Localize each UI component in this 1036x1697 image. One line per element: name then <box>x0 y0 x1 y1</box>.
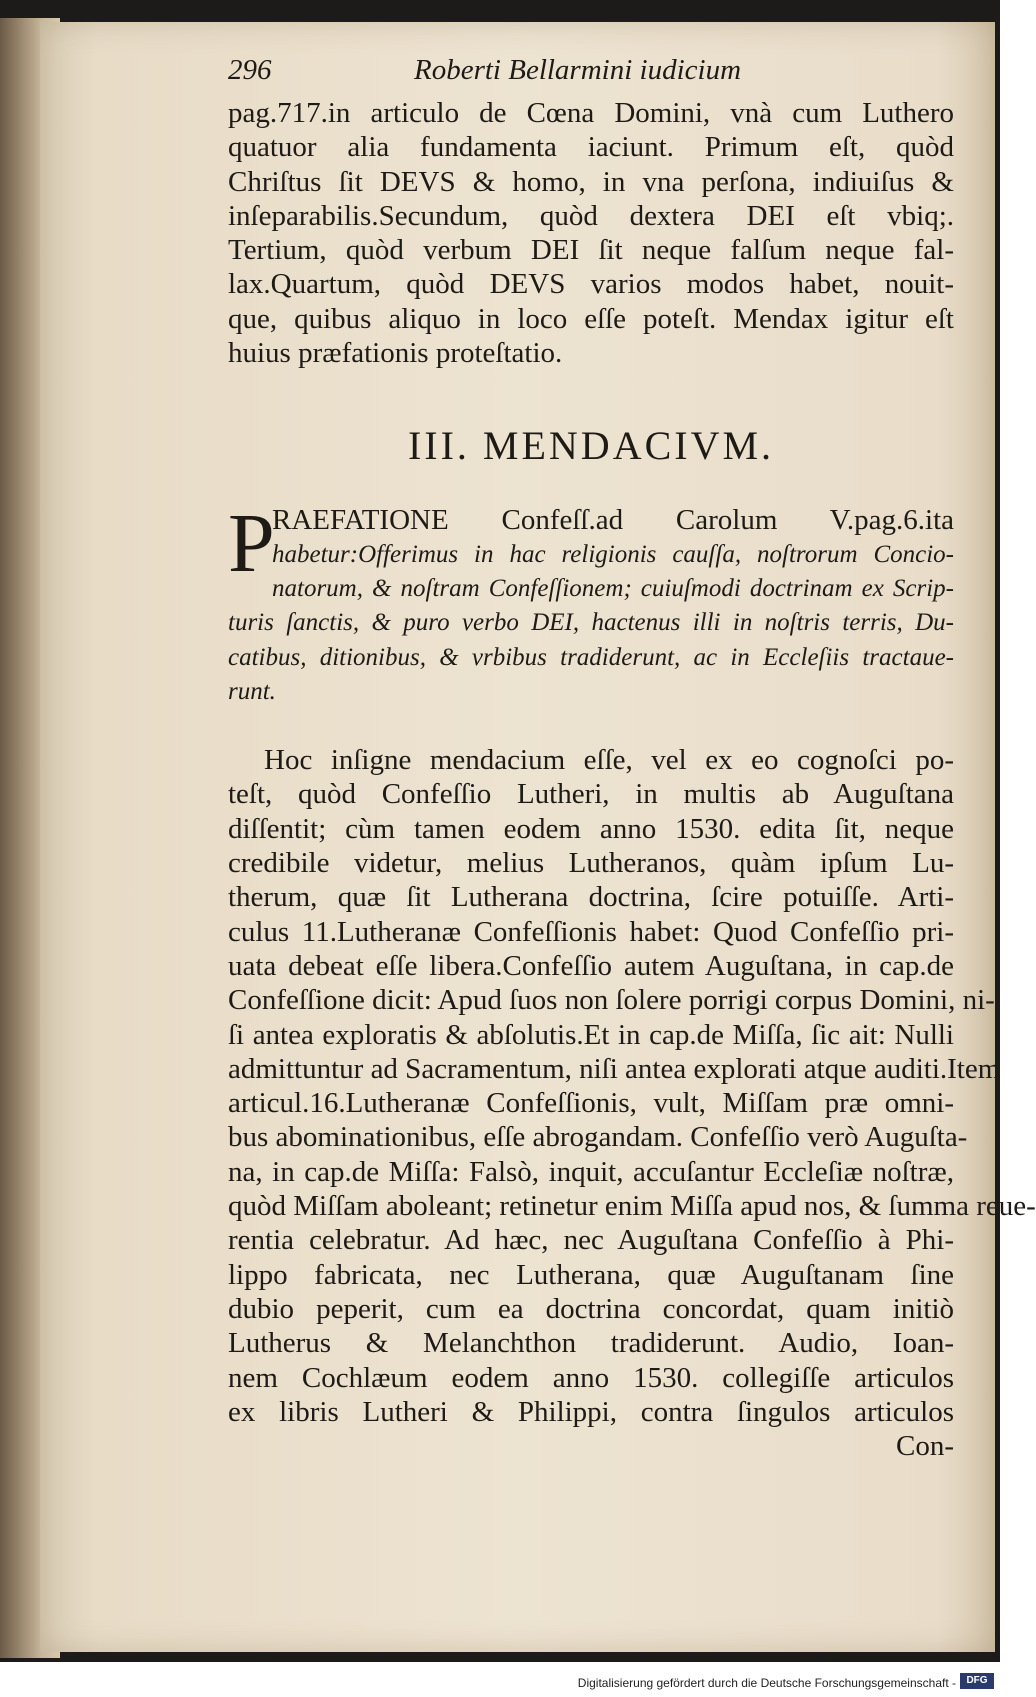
text-line: teſt, quòd Confeſſio Lutheri, in multis ab Auguſtana <box>228 778 954 811</box>
text-line: Lutherus & Melanchthon tradiderunt. Audio, Ioan- <box>228 1327 954 1360</box>
page-text <box>228 50 1036 1463</box>
text-line-italic: catibus, ditionibus, & vrbibus tradiderunt, ac in Eccleſiis tractaue- <box>228 643 954 671</box>
text-line: inſeparabilis.Secundum, quòd dextera DEI eſt vbiq;. <box>228 199 954 232</box>
text-line: ſi antea exploratis & abſolutis.Et in cap.de Miſſa, ſic ait: Nulli <box>228 1018 954 1051</box>
text-line: quatuor alia fundamenta iaciunt. Primum eſt, quòd <box>228 131 954 164</box>
text-line: articul.16.Lutheranæ Confeſſionis, vult, Miſſam præ omni- <box>228 1087 954 1120</box>
section-heading: III. MENDACIVM. <box>407 423 775 469</box>
text-line: lippo fabricata, nec Lutherana, quæ Auguſtanam ſine <box>228 1258 954 1291</box>
text-line: Tertium, quòd verbum DEI ſit neque falſum neque fal- <box>228 234 954 267</box>
digitization-footer <box>0 1662 1000 1697</box>
catchword: Con- <box>896 1430 954 1463</box>
text-line: Chriſtus ſit DEVS & homo, in vna perſona, indiuiſus & <box>228 165 954 198</box>
funding-note: Digitalisierung gefördert durch die Deutsche Forschungsgemeinschaft - <box>577 1676 956 1690</box>
dfg-logo: DFG <box>960 1673 994 1689</box>
paragraph-1 <box>228 96 954 370</box>
text-line: credibile videtur, melius Lutheranos, quàm ipſum Lu- <box>228 847 954 880</box>
text-line: admittuntur ad Sacramentum, niſi antea explorati atque auditi.Item <box>228 1052 1001 1085</box>
text-line: ex libris Lutheri & Philippi, contra ſingulos articulos <box>228 1395 954 1428</box>
text-line: quòd Miſſam aboleant; retinetur enim Miſſa apud nos, & ſumma reue- <box>228 1190 1036 1223</box>
text-line-italic: runt. <box>228 677 276 705</box>
drop-cap: P <box>228 497 275 591</box>
text-line: rentia celebratur. Ad hæc, nec Auguſtana Confeſſio à Phi- <box>228 1224 954 1257</box>
text-line: therum, quæ ſit Lutherana doctrina, ſcire potuiſſe. Arti- <box>228 881 954 914</box>
text-line: bus abominationibus, eſſe abrogandam. Confeſſio verò Auguſta- <box>228 1121 968 1154</box>
text-line-italic: habetur:Offerimus in hac religionis cauſſa, noſtrorum Concio- <box>272 540 954 568</box>
text-line: na, in cap.de Miſſa: Falsò, inquit, accuſantur Eccleſiæ noſtræ, <box>228 1155 954 1188</box>
text-line: Confeſſione dicit: Apud ſuos non ſolere porrigi corpus Domini, ni- <box>228 984 995 1017</box>
running-title: Roberti Bellarmini iudicium <box>414 54 742 86</box>
text-line: Hoc inſigne mendacium eſſe, vel ex eo cognoſci po- <box>264 744 954 777</box>
text-line-italic: turis ſanctis, & puro verbo DEI, hactenus illi in noſtris terris, Du- <box>228 609 954 637</box>
page-number: 296 <box>228 54 272 86</box>
text-line: uata debeat eſſe libera.Confeſſio autem Auguſtana, in cap.de <box>228 949 954 982</box>
text-line: huius præfationis proteſtatio. <box>228 337 563 370</box>
running-head <box>228 50 954 96</box>
text-line: nem Cochlæum eodem anno 1530. collegiſſe articulos <box>228 1361 954 1394</box>
text-line: culus 11.Lutheranæ Confeſſionis habet: Quod Confeſſio pri- <box>228 915 954 948</box>
text-line: diſſentit; cùm tamen eodem anno 1530. edita ſit, neque <box>228 812 954 845</box>
preface-quote <box>228 497 954 709</box>
text-line: RAEFATIONE Confeſſ.ad Carolum V.pag.6.ita <box>272 504 954 537</box>
paragraph-3 <box>228 743 1036 1463</box>
text-line: que, quibus aliquo in loco eſſe poteſt. Mendax igitur eſt <box>228 302 954 335</box>
text-line: lax.Quartum, quòd DEVS varios modos habet, nouit- <box>228 268 954 301</box>
text-line-italic: natorum, & noſtram Confeſſionem; cuiuſmodi doctrinam ex Scrip- <box>272 574 954 602</box>
text-line: pag.717.in articulo de Cœna Domini, vnà cum Luthero <box>228 97 954 129</box>
text-line: dubio peperit, cum ea doctrina concordat, quam initiò <box>228 1292 954 1325</box>
